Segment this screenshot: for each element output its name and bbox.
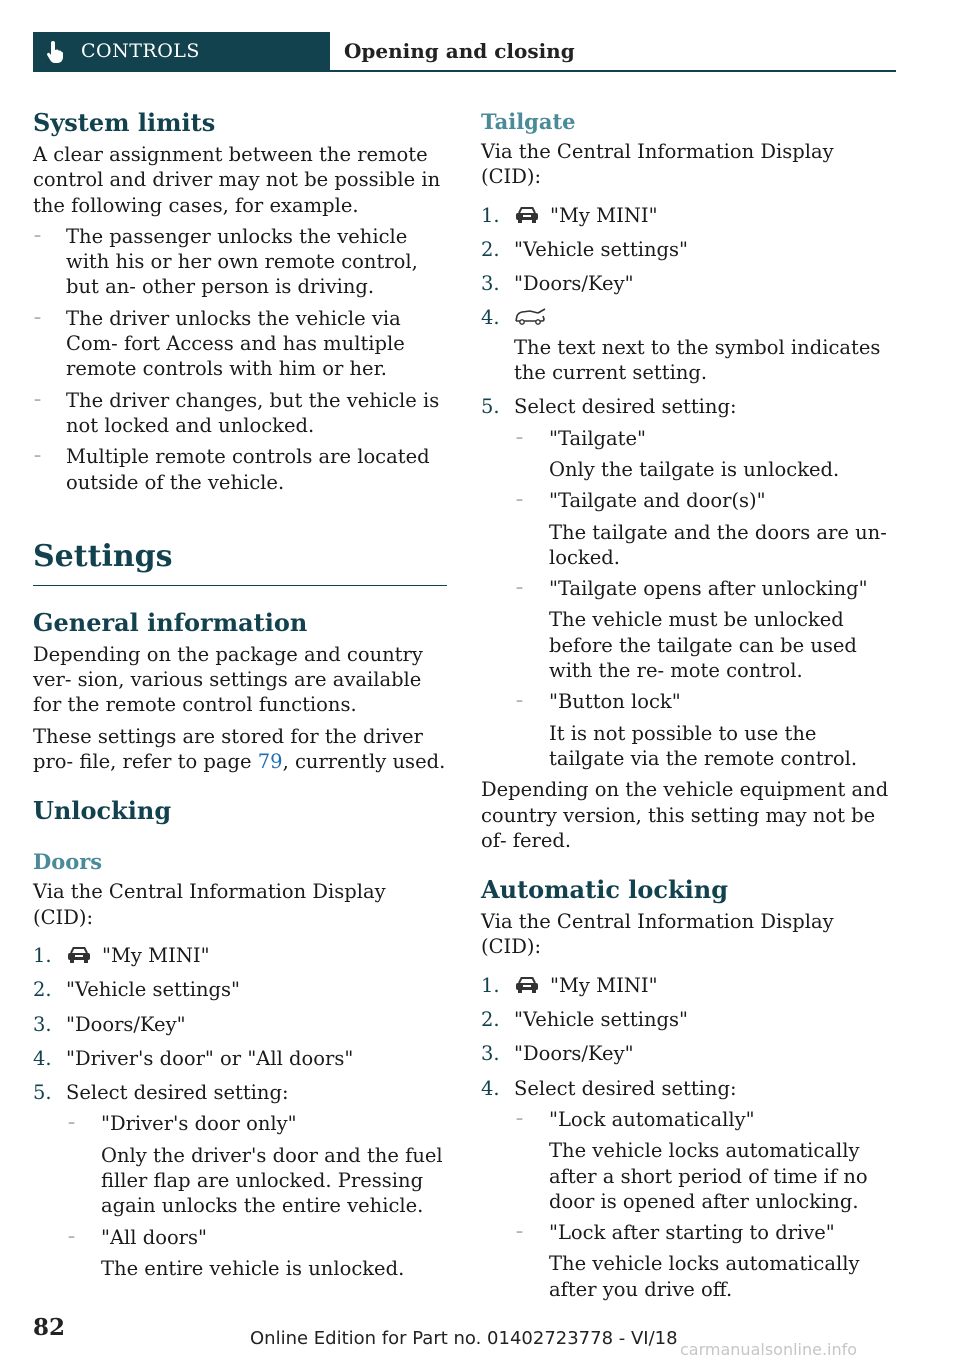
system-limits-heading: System limits	[33, 108, 216, 137]
step-number: 5.	[33, 1081, 52, 1105]
option-description: The tailgate and the doors are un‐ locked.	[549, 520, 887, 569]
tailgate-heading: Tailgate	[481, 109, 576, 134]
list-item	[33, 943, 449, 968]
list-item	[481, 394, 897, 419]
step-text: "My MINI"	[102, 943, 210, 967]
list-item	[481, 1076, 897, 1101]
step-text: Select desired setting:	[514, 395, 737, 419]
step-text: "Vehicle settings"	[514, 1008, 688, 1032]
step-number: 3.	[33, 1012, 52, 1036]
step-number: 4.	[481, 306, 500, 330]
list-item: – The driver unlocks the vehicle via Com‐ fort Access and has multiple remote controls with him or her.	[33, 306, 449, 382]
step-text: "Doors/Key"	[514, 1042, 634, 1066]
driver-profile-paragraph	[33, 724, 449, 775]
list-item: – The driver changes, but the vehicle is not locked and unlocked.	[33, 388, 449, 439]
option-label: – "Driver's door only"	[67, 1111, 449, 1136]
list-item	[33, 1012, 449, 1037]
list-item	[481, 1041, 897, 1066]
system-limits-intro: A clear assignment between the remote control and driver may not be possible in the following cases, for example.	[33, 143, 441, 217]
option-description: Only the tailgate is unlocked.	[549, 457, 840, 481]
step-text: The text next to the symbol indicates the current setting.	[514, 335, 881, 385]
step-text: "My MINI"	[550, 203, 658, 227]
list-item	[481, 973, 897, 998]
car-front-icon	[66, 945, 92, 965]
option-label: – "Tailgate opens after unlocking"	[515, 576, 897, 601]
step-text: "Doors/Key"	[514, 272, 634, 296]
doors-steps	[33, 943, 449, 1281]
doors-heading: Doors	[33, 849, 103, 875]
edition-footer: Online Edition for Part no. 01402723778 - VI/18	[250, 1328, 678, 1349]
via-cid-text: Via the Central Information Display (CID):	[481, 140, 834, 189]
option-label: – "Lock automatically"	[515, 1107, 897, 1132]
list-item	[481, 203, 897, 228]
step-text: "Vehicle settings"	[514, 237, 688, 261]
step-text: Select desired setting:	[514, 1076, 737, 1100]
option-description: The vehicle locks automatically after you drive off.	[549, 1252, 860, 1301]
step-text: "Driver's door" or "All doors"	[66, 1046, 354, 1070]
settings-rule	[33, 585, 447, 586]
option-description: The vehicle locks automatically after a short period of time if no door is opened after unlocking.	[549, 1139, 868, 1213]
step-number: 3.	[481, 272, 500, 296]
header-rule	[330, 70, 896, 72]
list-item	[481, 271, 897, 296]
option-description: It is not possible to use the tailgate via the remote control.	[549, 721, 858, 770]
list-item	[33, 977, 449, 1002]
option-description: The entire vehicle is unlocked.	[101, 1256, 405, 1280]
auto-lock-steps	[481, 973, 897, 1302]
via-cid-text: Via the Central Information Display (CID):	[481, 910, 834, 959]
availability-note: Depending on the vehicle equipment and country version, this setting may not be of‐ fered.	[481, 778, 889, 852]
step-number: 4.	[33, 1046, 52, 1070]
page-number: 82	[33, 1314, 66, 1341]
step-text: "My MINI"	[550, 973, 658, 997]
list-item	[481, 1007, 897, 1032]
header-page-title: Opening and closing	[344, 39, 575, 63]
tailgate-steps	[481, 203, 897, 772]
automatic-locking-heading: Automatic locking	[481, 875, 728, 905]
step-text: "Vehicle settings"	[66, 978, 240, 1002]
left-column	[33, 108, 449, 1281]
via-cid-text: Via the Central Information Display (CID):	[33, 880, 386, 929]
option-description: Only the driver's door and the fuel filler flap are unlocked. Pressing again unlocks the entire vehicle.	[101, 1143, 443, 1218]
page-reference-link[interactable]: 79	[257, 750, 283, 774]
step-number: 4.	[481, 1076, 500, 1100]
watermark: carmanualsonline.info	[680, 1340, 858, 1359]
settings-heading: Settings	[33, 538, 173, 574]
list-item: – Multiple remote controls are located outside of the vehicle.	[33, 444, 449, 495]
step-text: Select desired setting:	[66, 1081, 289, 1105]
paragraph-text: These settings are stored for the driver pro‐ file, refer to page	[33, 724, 423, 774]
step-number: 2.	[481, 1008, 500, 1032]
step-number: 1.	[33, 943, 52, 967]
step-number: 1.	[481, 203, 500, 227]
step-number: 1.	[481, 973, 500, 997]
option-label: – "Tailgate"	[515, 426, 897, 451]
list-item	[33, 1046, 449, 1071]
doors-options	[33, 1111, 449, 1281]
step-number: 3.	[481, 1042, 500, 1066]
step-number: 2.	[33, 978, 52, 1002]
step-number: 5.	[481, 395, 500, 419]
step-number: 2.	[481, 237, 500, 261]
option-description: The vehicle must be unlocked before the tailgate can be used with the re‐ mote control.	[549, 608, 857, 683]
option-label: – "All doors"	[67, 1225, 449, 1250]
list-item	[481, 305, 897, 385]
option-label: – "Tailgate and door(s)"	[515, 488, 897, 513]
right-column	[481, 108, 897, 1302]
tailgate-open-icon	[514, 306, 548, 326]
car-front-icon	[514, 975, 540, 995]
hand-pointer-icon	[46, 40, 64, 64]
general-information-paragraph: Depending on the package and country ver‐ sion, various settings are available for the remote control functions.	[33, 642, 423, 717]
option-label: – "Button lock"	[515, 689, 897, 714]
list-item: – The passenger unlocks the vehicle with his or her own remote control, but an‐ other person is driving.	[33, 224, 449, 300]
car-front-icon	[514, 205, 540, 225]
header-section-label: CONTROLS	[81, 40, 200, 62]
option-label: – "Lock after starting to drive"	[515, 1220, 897, 1245]
unlocking-heading: Unlocking	[33, 796, 172, 826]
general-information-heading: General information	[33, 607, 308, 637]
list-item	[33, 1080, 449, 1105]
tailgate-options	[481, 426, 897, 772]
paragraph-text: , currently used.	[282, 750, 446, 774]
list-item	[481, 237, 897, 262]
auto-lock-options	[481, 1107, 897, 1302]
step-text: "Doors/Key"	[66, 1012, 186, 1036]
